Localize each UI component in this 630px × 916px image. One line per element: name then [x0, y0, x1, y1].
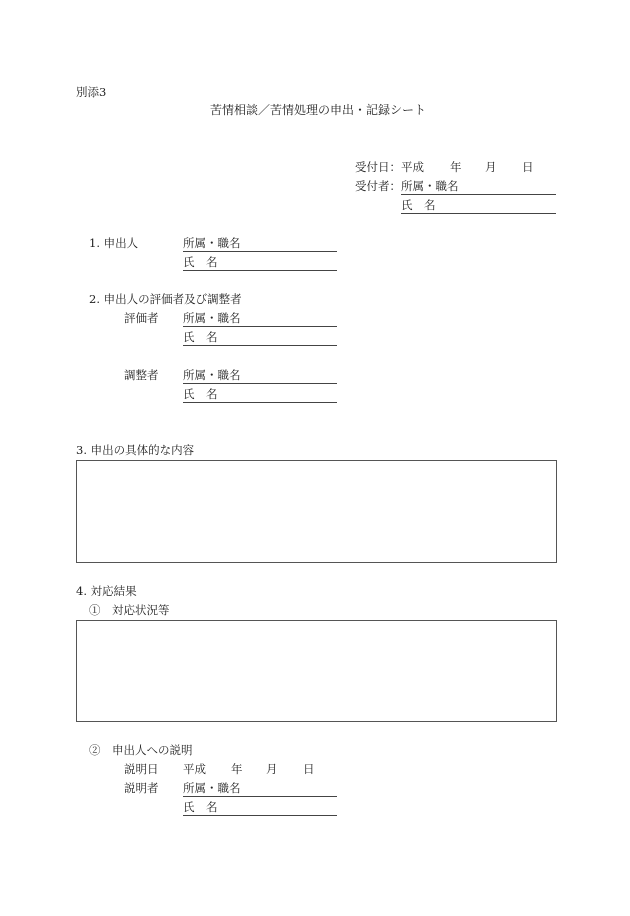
receiver-label: 受付者：	[355, 179, 401, 193]
section1-heading: 1. 申出人	[89, 236, 139, 250]
attachment-label: 別添3	[76, 85, 107, 99]
receipt-day: 日	[522, 160, 534, 174]
section4-heading: 4. 対応結果	[76, 584, 137, 598]
response-status-label: ① 対応状況等	[89, 603, 170, 617]
evaluator-affiliation-field[interactable]: 所属・職名	[183, 310, 337, 327]
coordinator-name-field[interactable]: 氏 名	[183, 386, 337, 403]
explainer-label: 説明者	[124, 781, 159, 795]
receiver-name-field[interactable]: 氏 名	[401, 197, 556, 214]
applicant-affiliation-field[interactable]: 所属・職名	[183, 235, 337, 252]
section2-heading: 2. 申出人の評価者及び調整者	[89, 292, 242, 306]
explainer-name-field[interactable]: 氏 名	[183, 799, 337, 816]
explain-month: 月	[266, 762, 278, 776]
complaint-details-box[interactable]	[76, 460, 557, 563]
receipt-year: 年	[450, 160, 462, 174]
receiver-affiliation-field[interactable]: 所属・職名	[401, 178, 556, 195]
explain-date-label: 説明日	[124, 762, 159, 776]
coordinator-label: 調整者	[124, 368, 159, 382]
coordinator-affiliation-field[interactable]: 所属・職名	[183, 367, 337, 384]
applicant-name-field[interactable]: 氏 名	[183, 254, 337, 271]
explanation-heading: ② 申出人への説明	[89, 743, 193, 757]
receipt-date-label: 受付日：平成	[355, 160, 424, 174]
explainer-affiliation-field[interactable]: 所属・職名	[183, 780, 337, 797]
receipt-month: 月	[485, 160, 497, 174]
page-title: 苦情相談／苦情処理の申出・記録シート	[210, 103, 427, 117]
explain-year: 年	[231, 762, 243, 776]
explain-day: 日	[303, 762, 315, 776]
evaluator-label: 評価者	[124, 311, 159, 325]
evaluator-name-field[interactable]: 氏 名	[183, 329, 337, 346]
section3-heading: 3. 申出の具体的な内容	[76, 443, 195, 457]
explain-era: 平成	[183, 762, 206, 776]
response-status-box[interactable]	[76, 620, 557, 722]
